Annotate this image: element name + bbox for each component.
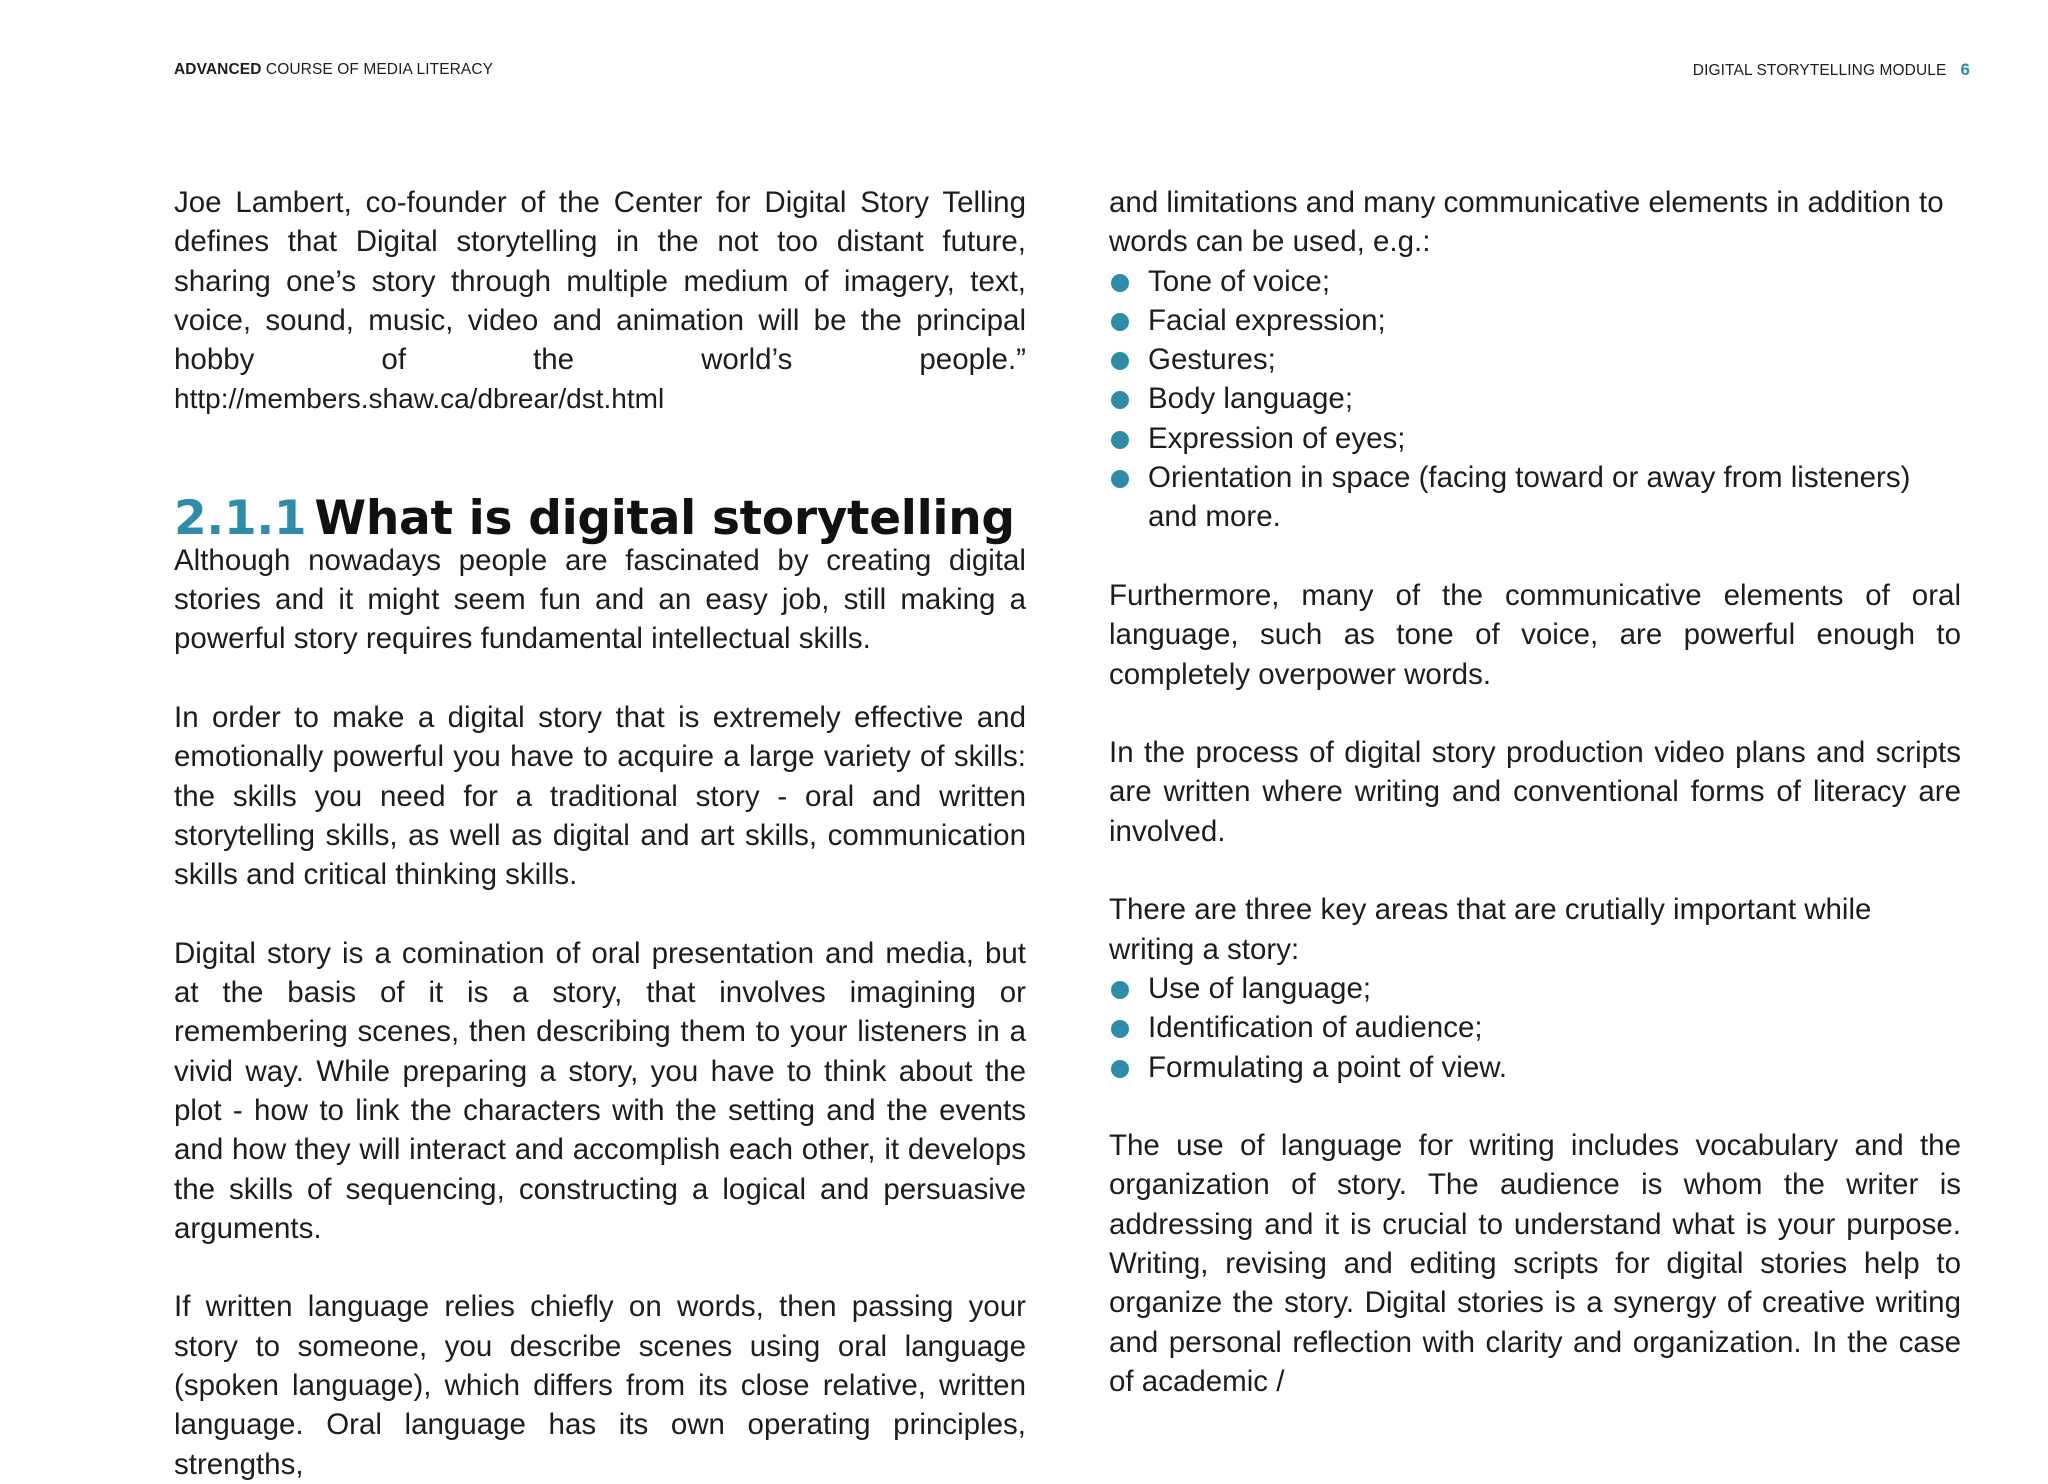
section-title: What is digital storytelling bbox=[314, 490, 1015, 546]
list-item-text: Body language; bbox=[1148, 382, 1354, 416]
bullet-icon bbox=[1111, 431, 1129, 449]
paragraph: If written language relies chiefly on words, then passing your story to someone, you describe scenes using oral language (spoken language), which differs from its close relative, written language. Oral language has its own operating principles, strengths, bbox=[174, 1290, 1026, 1481]
running-header-right bbox=[1693, 58, 1970, 82]
section-number: 2.1.1 bbox=[174, 490, 307, 546]
bullet-icon bbox=[1111, 470, 1129, 488]
spacer bbox=[174, 659, 1026, 698]
paragraph: In order to make a digital story that is extremely effective and emotionally powerful you have to acquire a large variety of skills: the skills you need for a traditional story - oral and written storytelling skills, as well as digital and art skills, communication skills and critical thinking skills. bbox=[174, 700, 1026, 892]
list-item-text: Expression of eyes; bbox=[1148, 421, 1406, 455]
paragraph: The use of language for writing includes vocabulary and the organization of story. The audience is whom the writer is addressing and it is crucial to understand what is your purpose. Writing, revising and editing scripts for digital stories help to organize the story. Digital stories is a synergy of creative writing and personal reflection with clarity and organization. In the case of academic / bbox=[1109, 1129, 1961, 1398]
paragraph: In the process of digital story production video plans and scripts are written where writing and conventional forms of literacy are involved. bbox=[1109, 736, 1961, 848]
paragraph: Furthermore, many of the communicative elements of oral language, such as tone of voice, are powerful enough to completely overpower words. bbox=[1109, 578, 1961, 691]
spacer bbox=[1109, 537, 1961, 576]
paragraph: Although nowadays people are fascinated by creating digital stories and it might seem fun and an easy job, still making a powerful story requires fundamental intellectual skills. bbox=[174, 543, 1026, 656]
list-item bbox=[1109, 969, 1961, 1008]
list-item bbox=[1109, 1008, 1961, 1047]
spacer bbox=[1109, 694, 1961, 733]
list-item bbox=[1109, 458, 1961, 537]
source-url-link[interactable]: http://members.shaw.ca/dbrear/dst.html bbox=[174, 383, 665, 415]
left-column bbox=[174, 183, 1026, 1484]
list-item-text: Gestures; bbox=[1148, 343, 1276, 377]
bullet-icon bbox=[1111, 313, 1129, 331]
bullet-icon bbox=[1111, 274, 1129, 292]
page-number: 6 bbox=[1960, 60, 1970, 79]
spacer bbox=[174, 1248, 1026, 1287]
list-item bbox=[1109, 379, 1961, 418]
paragraph: and limitations and many communicative elements in addition to words can be used, e.g.: bbox=[1109, 186, 1944, 259]
list-item-text: Orientation in space (facing toward or away from listeners) and more. bbox=[1148, 461, 1911, 534]
header-right-title: DIGITAL STORYTELLING MODULE bbox=[1692, 62, 1947, 79]
header-left-bold: ADVANCED bbox=[174, 61, 262, 78]
running-header-left bbox=[174, 58, 493, 82]
list-item bbox=[1109, 1048, 1961, 1087]
spacer bbox=[174, 419, 1026, 497]
list-item bbox=[1109, 340, 1961, 379]
bullet-icon bbox=[1111, 391, 1129, 409]
bullet-icon bbox=[1111, 1060, 1129, 1078]
bullet-icon bbox=[1111, 352, 1129, 370]
list-item-text: Facial expression; bbox=[1148, 303, 1386, 337]
spacer bbox=[1109, 1087, 1961, 1126]
list-item bbox=[1109, 262, 1961, 301]
right-column bbox=[1109, 183, 1961, 1401]
list-item bbox=[1109, 419, 1961, 458]
paragraph: There are three key areas that are crutially important while writing a story: bbox=[1109, 893, 1872, 966]
section-heading bbox=[174, 490, 1026, 546]
communicative-elements-list bbox=[1109, 262, 1961, 537]
list-item-text: Use of language; bbox=[1148, 971, 1372, 1005]
list-item-text: Formulating a point of view. bbox=[1148, 1050, 1508, 1084]
intro-paragraph bbox=[174, 183, 1026, 419]
intro-text: Joe Lambert, co-founder of the Center for Digital Story Telling defines that Digital storytelling in the not too distant future, sharing one’s story through multiple medium of imagery, text, voice, sound, music, video and animation will be the principal hobby of the world’s people.” bbox=[174, 186, 1026, 377]
list-item-text: Tone of voice; bbox=[1148, 264, 1331, 298]
list-item bbox=[1109, 301, 1961, 340]
list-item-text: Identification of audience; bbox=[1148, 1011, 1483, 1045]
key-areas-list bbox=[1109, 969, 1961, 1087]
spacer bbox=[1109, 851, 1961, 890]
paragraph: Digital story is a comination of oral presentation and media, but at the basis of it is a story, that involves imagining or remembering scenes, then describing them to your listeners in a vivid way. While preparing a story, you have to think about the plot - how to link the characters with the setting and the events and how they will interact and accomplish each other, it develops the skills of sequencing, constructing a logical and persuasive arguments. bbox=[174, 936, 1026, 1245]
bullet-icon bbox=[1111, 981, 1129, 999]
bullet-icon bbox=[1111, 1020, 1129, 1038]
spacer bbox=[174, 894, 1026, 933]
header-left-rest: COURSE OF MEDIA LITERACY bbox=[261, 61, 494, 78]
